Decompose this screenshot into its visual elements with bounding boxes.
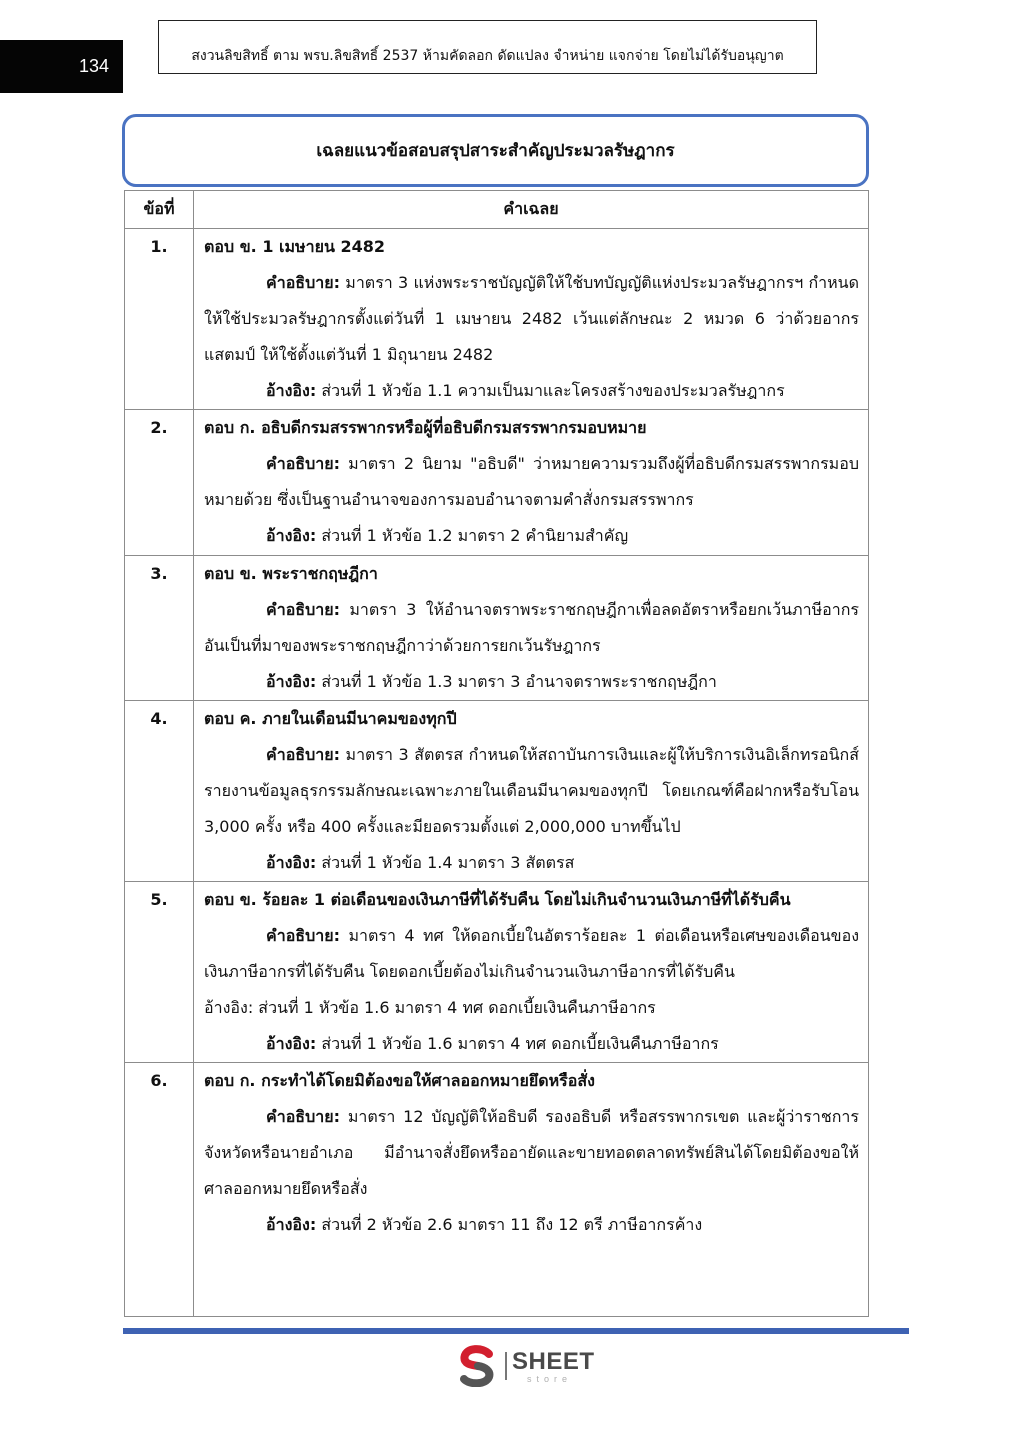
answer-line: ตอบ ก. กระทำได้โดยมิต้องขอให้ศาลออกหมายยึดหรือสั่ง [204,1071,595,1090]
reference-label: อ้างอิง: [266,526,317,545]
reference-text: ส่วนที่ 1 หัวข้อ 1.1 ความเป็นมาและโครงสร้างของประมวลรัษฎากร [321,381,785,400]
answer-line: ตอบ ข. 1 เมษายน 2482 [204,237,385,256]
table-row [125,1063,869,1317]
reference-paragraph [204,845,859,881]
explanation-text: มาตรา 12 บัญญัติให้อธิบดี รองอธิบดี หรือสรรพากรเขต และผู้ว่าราชการจังหวัดหรือนายอำเภอ มีอำนาจสั่งยึดหรืออายัดและขายทอดตลาดทรัพย์สินได้โดยมิต้องขอให้ศาลออกหมายยึดหรือสั่ง [204,1107,859,1198]
explanation-paragraph [204,446,859,518]
reference-label: อ้างอิง: [266,1034,317,1053]
logo-brand-text: SHEET [512,1348,595,1375]
reference-text: ส่วนที่ 2 หัวข้อ 2.6 มาตรา 11 ถึง 12 ตรี ภาษีอากรค้าง [321,1215,703,1234]
answer-cell [194,1063,869,1317]
explanation-text: มาตรา 3 สัตตรส กำหนดให้สถาบันการเงินและผู้ให้บริการเงินอิเล็กทรอนิกส์รายงานข้อมูลธุรกรรมลักษณะเฉพาะภายในเดือนมีนาคมของทุกปี โดยเกณฑ์คือฝากหรือรับโอน 3,000 ครั้ง หรือ 400 ครั้งและมียอดรวมตั้งแต่ 2,000,000 บาทขึ้นไป [204,745,859,836]
explanation-paragraph [204,737,859,845]
table-row [125,410,869,556]
logo-divider [505,1352,507,1380]
reference-text: ส่วนที่ 1 หัวข้อ 1.2 มาตรา 2 คำนิยามสำคัญ [321,526,629,545]
plain-reference-line: อ้างอิง: ส่วนที่ 1 หัวข้อ 1.6 มาตรา 4 ทศ ดอกเบี้ยเงินคืนภาษีอากร [204,998,656,1017]
answer-line: ตอบ ก. อธิบดีกรมสรรพากรหรือผู้ที่อธิบดีกรมสรรพากรมอบหมาย [204,418,647,437]
footer-rule [123,1328,909,1334]
header-answer: คำเฉลย [194,191,869,229]
row-number: 2. [125,410,194,556]
answer-line: ตอบ ข. ร้อยละ 1 ต่อเดือนของเงินภาษีที่ได้รับคืน โดยไม่เกินจำนวนเงินภาษีที่ได้รับคืน [204,890,791,909]
answer-line: ตอบ ข. พระราชกฤษฎีกา [204,564,378,583]
reference-paragraph [204,1207,859,1243]
answer-cell [194,882,869,1063]
explanation-label: คำอธิบาย: [266,273,340,292]
logo-tagline: store [527,1374,573,1384]
explanation-paragraph [204,592,859,664]
explanation-label: คำอธิบาย: [266,926,340,945]
answer-cell [194,701,869,882]
row-number: 1. [125,229,194,410]
explanation-label: คำอธิบาย: [266,1107,340,1126]
reference-label: อ้างอิง: [266,1215,317,1234]
table-row [125,556,869,701]
header-number: ข้อที่ [125,191,194,229]
reference-text: ส่วนที่ 1 หัวข้อ 1.3 มาตรา 3 อำนาจตราพระราชกฤษฎีกา [321,672,717,691]
explanation-text: มาตรา 3 ให้อำนาจตราพระราชกฤษฎีกาเพื่อลดอัตราหรือยกเว้นภาษีอากร อันเป็นที่มาของพระราชกฤษฎีกาว่าด้วยการยกเว้นรัษฎากร [204,600,859,655]
explanation-label: คำอธิบาย: [266,454,340,473]
answer-cell [194,229,869,410]
reference-label: อ้างอิง: [266,381,317,400]
answer-table [124,190,869,1317]
reference-label: อ้างอิง: [266,853,317,872]
row-number: 6. [125,1063,194,1317]
explanation-paragraph [204,1099,859,1207]
reference-paragraph [204,664,859,700]
reference-text: ส่วนที่ 1 หัวข้อ 1.4 มาตรา 3 สัตตรส [321,853,575,872]
explanation-label: คำอธิบาย: [266,600,340,619]
answer-cell [194,410,869,556]
explanation-text: มาตรา 2 นิยาม "อธิบดี" ว่าหมายความรวมถึงผู้ที่อธิบดีกรมสรรพากรมอบหมายด้วย ซึ่งเป็นฐานอำนาจของการมอบอำนาจตามคำสั่งกรมสรรพากร [204,454,859,509]
answer-cell [194,556,869,701]
page-number: 134 [0,40,123,93]
sheet-store-logo-icon [455,1345,499,1387]
row-number: 5. [125,882,194,1063]
explanation-paragraph [204,918,859,990]
answer-line: ตอบ ค. ภายในเดือนมีนาคมของทุกปี [204,709,457,728]
table-row [125,882,869,1063]
explanation-text: มาตรา 3 แห่งพระราชบัญญัติให้ใช้บทบัญญัติแห่งประมวลรัษฎากรฯ กำหนดให้ใช้ประมวลรัษฎากรตั้งแต่วันที่ 1 เมษายน 2482 เว้นแต่ลักษณะ 2 หมวด 6 ว่าด้วยอากรแสตมป์ ให้ใช้ตั้งแต่วันที่ 1 มิถุนายน 2482 [204,273,859,364]
explanation-text: มาตรา 4 ทศ ให้ดอกเบี้ยในอัตราร้อยละ 1 ต่อเดือนหรือเศษของเดือนของเงินภาษีอากรที่ได้รับคืน โดยดอกเบี้ยต้องไม่เกินจำนวนเงินภาษีอากรที่ได้รับคืน [204,926,860,981]
reference-paragraph [204,373,859,409]
copyright-notice: สงวนลิขสิทธิ์ ตาม พรบ.ลิขสิทธิ์ 2537 ห้ามคัดลอก ดัดแปลง จำหน่าย แจกจ่าย โดยไม่ได้รับอนุญาต [158,20,817,74]
table-row [125,229,869,410]
table-header-row [125,191,869,229]
explanation-label: คำอธิบาย: [266,745,340,764]
reference-paragraph [204,518,859,554]
table-row [125,701,869,882]
explanation-paragraph [204,265,859,373]
title-box [122,114,869,187]
page-title: เฉลยแนวข้อสอบสรุปสาระสำคัญประมวลรัษฎากร [316,141,675,161]
reference-paragraph [204,1026,859,1062]
row-number: 4. [125,701,194,882]
reference-label: อ้างอิง: [266,672,317,691]
reference-text: ส่วนที่ 1 หัวข้อ 1.6 มาตรา 4 ทศ ดอกเบี้ยเงินคืนภาษีอากร [321,1034,719,1053]
row-number: 3. [125,556,194,701]
